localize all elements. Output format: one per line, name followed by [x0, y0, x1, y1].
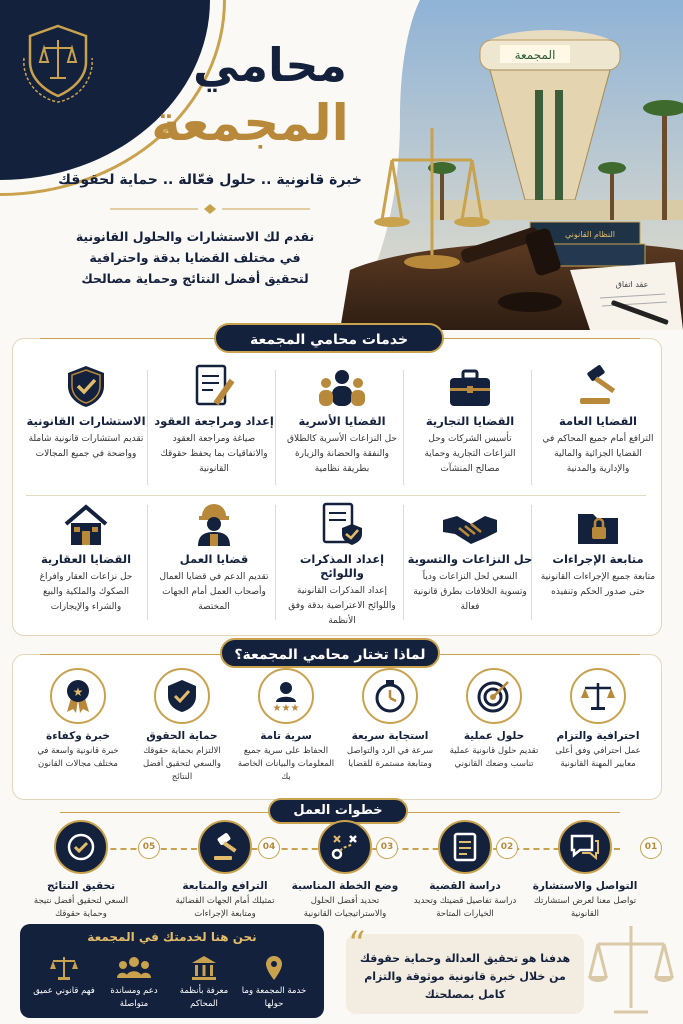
- service-title: حل النزاعات والتسوية: [407, 552, 533, 566]
- intro-line: لتحقيق أفضل النتائج وحماية مصالحك: [81, 271, 309, 286]
- service-title: القضايا التجارية: [425, 414, 515, 428]
- shield-check-icon: [166, 679, 198, 713]
- step-item: [290, 820, 400, 921]
- service-title: القضايا العامة: [559, 414, 637, 428]
- step-desc: السعي لتحقيق أفضل نتيجة وحماية حقوقك: [33, 896, 129, 919]
- service-title: قضايا العمل: [179, 552, 249, 566]
- footer-item: [100, 954, 168, 1011]
- group-icon: [117, 956, 151, 980]
- strategy-icon: [330, 832, 360, 862]
- grid-separator: [26, 495, 646, 496]
- service-desc: حل نزاعات العقار وافراغ الصكوك والملكية والبيع والشراء والإيجارات: [39, 572, 133, 612]
- service-desc: الترافع أمام جميع المحاكم في القضايا الجزائية والمالية والإدارية والمدنية: [542, 434, 654, 474]
- intro-line: في مختلف القضايا بدقة واحترافية: [89, 250, 301, 265]
- why-desc: الحفاظ على سرية جميع المعلومات والبيانات الخاصة بك: [237, 746, 335, 782]
- contract-label: عقد اتفاق: [615, 280, 649, 289]
- tagline: خبرة قانونية .. حلول فعّالة .. حماية لحقوقك: [58, 172, 362, 188]
- step-item: [530, 820, 640, 921]
- chat-icon: [570, 833, 600, 861]
- step-item: [170, 820, 280, 921]
- page-title-line1: محامي: [193, 38, 347, 92]
- why-item: [548, 668, 648, 771]
- service-desc: تقديم الدعم في قضايا العمال وأصحاب العمل أمام الجهات المختصة: [159, 572, 269, 612]
- service-card[interactable]: [278, 362, 406, 494]
- family-icon: [316, 368, 368, 408]
- service-card[interactable]: [22, 362, 150, 494]
- shield-check-icon: [65, 364, 107, 408]
- why-item: [28, 668, 128, 771]
- scales-watermark-icon: [586, 920, 676, 1020]
- step-number: 03: [376, 837, 398, 859]
- why-title: حلول عملية: [463, 730, 525, 742]
- gavel-icon: [210, 832, 240, 862]
- service-desc: تقديم استشارات قانونية شاملة وواضحة في جميع المجالات: [28, 434, 144, 459]
- tower-sign: المجمعة: [514, 48, 556, 62]
- services-heading: خدمات محامي المجمعة: [214, 323, 444, 353]
- document-icon: [452, 832, 478, 862]
- step-number: 02: [496, 837, 518, 859]
- step-desc: تواصل معنا لعرض استشارتك القانونية: [533, 896, 637, 919]
- service-card[interactable]: [278, 500, 406, 632]
- gavel-icon: [574, 364, 622, 408]
- step-title: وضع الخطة المناسبة: [291, 880, 399, 892]
- why-desc: عمل احترافي وفق أعلى معايير المهنة القانونية: [555, 746, 641, 769]
- worker-icon: [194, 502, 234, 546]
- why-item: [444, 668, 544, 771]
- why-title: استجابة سريعة: [351, 730, 429, 742]
- briefcase-icon: [446, 368, 494, 408]
- why-title: حماية الحقوق: [146, 730, 218, 742]
- service-desc: صياغة ومراجعة العقود والاتفاقيات بما يحفظ حقوقك القانونية: [160, 434, 268, 474]
- handshake-icon: [441, 508, 499, 546]
- why-item: [236, 668, 336, 784]
- why-desc: سرعة في الرد والتواصل ومتابعة مستمرة للقضايا: [346, 746, 434, 769]
- intro-text: [30, 226, 360, 289]
- mission-quote: هدفنا هو تحقيق العدالة وحماية حقوقك من خلال خبرة قانونية موثوقة والتزام كامل بمصلحتك: [359, 952, 571, 1001]
- step-desc: تحديد أفضل الحلول والاستراتيجيات القانونية: [303, 896, 387, 919]
- step-item: [26, 820, 136, 921]
- quote-mark-icon: “: [348, 924, 366, 964]
- user-stars-icon: [269, 680, 303, 712]
- contract-pen-icon: [191, 364, 237, 408]
- footer-item: [170, 954, 238, 1011]
- steps-heading: خطوات العمل: [268, 798, 408, 824]
- step-desc: دراسة تفاصيل قضيتك وتحديد الخيارات المتاحة: [413, 896, 517, 919]
- service-card[interactable]: [534, 500, 662, 632]
- logo-shield-icon: [14, 18, 102, 106]
- gold-divider: [110, 204, 310, 214]
- page-title-line2: المجمعة: [151, 94, 349, 152]
- step-title: تحقيق النتائج: [46, 880, 116, 892]
- service-title: إعداد المذكرات واللوائح: [299, 552, 385, 580]
- service-card[interactable]: [22, 500, 150, 632]
- service-desc: حل النزاعات الأسرية كالطلاق والنفقة والحضانة والزيارة بطريقة نظامية: [287, 434, 397, 474]
- intro-line: نقدم لك الاستشارات والحلول القانونية: [75, 229, 315, 244]
- service-title: القضايا العقارية: [40, 552, 132, 566]
- footer-item-label: فهم قانوني عميق: [33, 986, 95, 996]
- scales-icon: [49, 955, 79, 981]
- svg-text:★★★: ★★★: [272, 703, 300, 712]
- document-check-icon: [320, 502, 364, 546]
- stopwatch-icon: [374, 679, 406, 713]
- service-desc: متابعة جميع الإجراءات القانونية حتى صدور الحكم وتنفيذه: [540, 572, 656, 597]
- award-ribbon-icon: [63, 678, 93, 714]
- service-card[interactable]: [150, 362, 278, 494]
- service-title: الاستشارات القانونية: [26, 414, 146, 428]
- folder-lock-icon: [575, 506, 621, 546]
- step-title: الترافع والمتابعة: [182, 880, 268, 892]
- service-card[interactable]: [534, 362, 662, 494]
- scales-icon: [580, 681, 616, 711]
- step-title: دراسة القضية: [429, 880, 501, 892]
- service-card[interactable]: [150, 500, 278, 632]
- footer-item-label: خدمة المجمعة وما حولها: [241, 986, 307, 1009]
- why-desc: تقديم حلول قانونية عملية تناسب وضعك القانوني: [449, 746, 539, 769]
- service-title: القضايا الأسرية: [298, 414, 386, 428]
- step-title: التواصل والاستشارة: [532, 880, 638, 892]
- hero-photo: [340, 0, 683, 330]
- step-item: [410, 820, 520, 921]
- footer-title: نحن هنا لخدمتك في المجمعة: [87, 930, 257, 944]
- why-title: احترافية والتزام: [556, 730, 640, 742]
- svg-text:★: ★: [72, 685, 84, 699]
- why-item: [340, 668, 440, 771]
- why-heading: لماذا تختار محامي المجمعة؟: [220, 638, 440, 668]
- book-label: النظام القانوني: [565, 230, 615, 239]
- courthouse-icon: [190, 955, 218, 981]
- service-card[interactable]: [406, 500, 534, 632]
- why-desc: الالتزام بحماية حقوقك والسعي لتحقيق أفضل النتائج: [142, 746, 222, 782]
- step-desc: تمثيلك أمام الجهات القضائية ومتابعة الإجراءات: [175, 896, 275, 919]
- service-card[interactable]: [406, 362, 534, 494]
- house-icon: [63, 504, 109, 546]
- why-item: [132, 668, 232, 784]
- why-title: خبرة وكفاءة: [46, 730, 110, 742]
- footer-item: [30, 954, 98, 998]
- service-desc: السعي لحل النزاعات ودياً وتسوية الخلافات بطرق قانونية فعالة: [413, 572, 527, 612]
- why-desc: خبرة قانونية واسعة في مختلف مجالات القانون: [37, 746, 119, 769]
- service-desc: إعداد المذكرات القانونية واللوائح الاعتراضية بدقة وفق الأنظمة: [288, 586, 396, 626]
- service-title: متابعة الإجراءات: [552, 552, 644, 566]
- check-circle-icon: [66, 832, 96, 862]
- step-number: 04: [258, 837, 280, 859]
- footer-item-label: دعم ومساندة متواصلة: [110, 986, 158, 1009]
- target-icon: [477, 679, 511, 713]
- step-number: 05: [138, 837, 160, 859]
- footer-item: [240, 954, 308, 1011]
- location-pin-icon: [265, 955, 283, 981]
- why-title: سرية تامة: [260, 730, 312, 742]
- service-title: إعداد ومراجعة العقود: [154, 414, 274, 428]
- step-number: 01: [640, 837, 662, 859]
- service-desc: تأسيس الشركات وحل النزاعات التجارية وحماية مصالح المنشآت: [424, 434, 516, 474]
- footer-item-label: معرفة بأنظمة المحاكم: [179, 986, 229, 1009]
